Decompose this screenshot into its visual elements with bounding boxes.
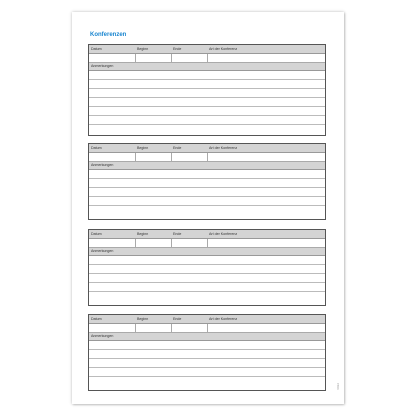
col-ende: Ende <box>173 146 182 150</box>
note-line[interactable] <box>89 107 325 116</box>
note-line[interactable] <box>89 188 325 197</box>
note-line[interactable] <box>89 265 325 274</box>
note-line[interactable] <box>89 89 325 98</box>
col-datum: Datum <box>91 317 102 321</box>
note-line[interactable] <box>89 368 325 377</box>
column-header <box>89 315 325 324</box>
col-datum: Datum <box>91 146 102 150</box>
note-line[interactable] <box>89 170 325 179</box>
note-line[interactable] <box>89 350 325 359</box>
note-line[interactable] <box>89 197 325 206</box>
col-beginn: Beginn <box>137 232 149 236</box>
col-beginn: Beginn <box>137 317 149 321</box>
note-line[interactable] <box>89 274 325 283</box>
notes-label: Anmerkungen <box>89 162 325 170</box>
conference-block <box>88 314 326 391</box>
col-datum: Datum <box>91 47 102 51</box>
col-beginn: Beginn <box>137 47 149 51</box>
note-line[interactable] <box>89 80 325 89</box>
col-datum: Datum <box>91 232 102 236</box>
notes-label: Anmerkungen <box>89 248 325 256</box>
notes-label: Anmerkungen <box>89 333 325 341</box>
value-row[interactable] <box>89 153 325 162</box>
col-art: Art der Konferenz <box>209 146 238 150</box>
note-line[interactable] <box>89 359 325 368</box>
value-row[interactable] <box>89 54 325 63</box>
value-row[interactable] <box>89 239 325 248</box>
col-ende: Ende <box>173 47 182 51</box>
footer-mark: 6022 <box>336 383 340 390</box>
note-line[interactable] <box>89 179 325 188</box>
conference-block <box>88 229 326 306</box>
col-art: Art der Konferenz <box>209 317 238 321</box>
col-ende: Ende <box>173 232 182 236</box>
form-sheet <box>72 12 344 404</box>
col-art: Art der Konferenz <box>209 232 238 236</box>
col-art: Art der Konferenz <box>209 47 238 51</box>
col-ende: Ende <box>173 317 182 321</box>
note-line[interactable] <box>89 71 325 80</box>
note-line[interactable] <box>89 116 325 125</box>
conference-block <box>88 44 326 136</box>
note-line[interactable] <box>89 256 325 265</box>
column-header <box>89 144 325 153</box>
notes-label: Anmerkungen <box>89 63 325 71</box>
note-line[interactable] <box>89 98 325 107</box>
value-row[interactable] <box>89 324 325 333</box>
conference-block <box>88 143 326 220</box>
page-title: Konferenzen <box>90 32 127 38</box>
note-line[interactable] <box>89 283 325 292</box>
column-header <box>89 45 325 54</box>
column-header <box>89 230 325 239</box>
col-beginn: Beginn <box>137 146 149 150</box>
note-line[interactable] <box>89 341 325 350</box>
